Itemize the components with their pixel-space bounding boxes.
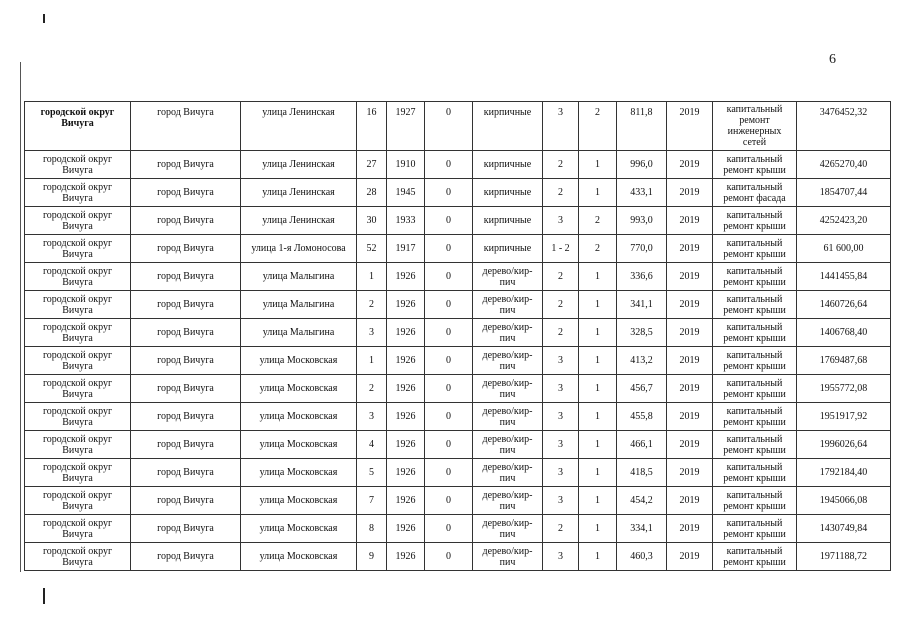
commissioning-cell: 0 (425, 543, 473, 571)
cost-cell: 1996026,64 (797, 431, 891, 459)
cost-cell: 1971188,72 (797, 543, 891, 571)
district-cell: городской округ Вичуга (25, 543, 131, 571)
wall-material-cell: кирпичные (473, 102, 543, 151)
area-cell: 456,7 (617, 375, 667, 403)
repair-year-cell: 2019 (667, 403, 713, 431)
build-year-cell: 1926 (387, 431, 425, 459)
entrances-cell: 1 (579, 543, 617, 571)
table-row (25, 207, 891, 235)
floors-cell: 2 (543, 179, 579, 207)
house-number-cell: 9 (357, 543, 387, 571)
floors-cell: 3 (543, 431, 579, 459)
work-type-cell: капитальный ремонт крыши (713, 403, 797, 431)
repair-year-cell: 2019 (667, 459, 713, 487)
entrances-cell: 1 (579, 263, 617, 291)
entrances-cell: 1 (579, 319, 617, 347)
repair-year-cell: 2019 (667, 543, 713, 571)
repair-year-cell: 2019 (667, 151, 713, 179)
area-cell: 770,0 (617, 235, 667, 263)
street-cell: улица Ленинская (241, 151, 357, 179)
city-cell: город Вичуга (131, 207, 241, 235)
floors-cell: 3 (543, 487, 579, 515)
entrances-cell: 1 (579, 375, 617, 403)
table-row (25, 459, 891, 487)
area-cell: 413,2 (617, 347, 667, 375)
table-row (25, 515, 891, 543)
commissioning-cell: 0 (425, 102, 473, 151)
district-cell: городской округ Вичуга (25, 291, 131, 319)
street-cell: улица Малыгина (241, 291, 357, 319)
district-cell: городской округ Вичуга (25, 102, 131, 151)
cost-cell: 4252423,20 (797, 207, 891, 235)
district-cell: городской округ Вичуга (25, 431, 131, 459)
area-cell: 460,3 (617, 543, 667, 571)
street-cell: улица 1-я Ломоносова (241, 235, 357, 263)
commissioning-cell: 0 (425, 431, 473, 459)
work-type-cell: капитальный ремонт крыши (713, 375, 797, 403)
repair-year-cell: 2019 (667, 179, 713, 207)
entrances-cell: 1 (579, 179, 617, 207)
entrances-cell: 1 (579, 515, 617, 543)
entrances-cell: 1 (579, 487, 617, 515)
work-type-cell: капитальный ремонт крыши (713, 515, 797, 543)
work-type-cell: капитальный ремонт крыши (713, 347, 797, 375)
entrances-cell: 1 (579, 347, 617, 375)
house-number-cell: 27 (357, 151, 387, 179)
house-number-cell: 30 (357, 207, 387, 235)
wall-material-cell: дерево/кир-пич (473, 459, 543, 487)
table-row (25, 543, 891, 571)
table-row (25, 431, 891, 459)
cost-cell: 1460726,64 (797, 291, 891, 319)
district-cell: городской округ Вичуга (25, 263, 131, 291)
district-cell: городской округ Вичуга (25, 319, 131, 347)
entrances-cell: 2 (579, 207, 617, 235)
wall-material-cell: дерево/кир-пич (473, 291, 543, 319)
entrances-cell: 1 (579, 151, 617, 179)
district-cell: городской округ Вичуга (25, 347, 131, 375)
city-cell: город Вичуга (131, 403, 241, 431)
wall-material-cell: кирпичные (473, 151, 543, 179)
area-cell: 996,0 (617, 151, 667, 179)
wall-material-cell: дерево/кир-пич (473, 487, 543, 515)
area-cell: 455,8 (617, 403, 667, 431)
commissioning-cell: 0 (425, 375, 473, 403)
build-year-cell: 1926 (387, 375, 425, 403)
commissioning-cell: 0 (425, 179, 473, 207)
street-cell: улица Ленинская (241, 179, 357, 207)
street-cell: улица Московская (241, 375, 357, 403)
floors-cell: 1 - 2 (543, 235, 579, 263)
repair-year-cell: 2019 (667, 263, 713, 291)
district-cell: городской округ Вичуга (25, 179, 131, 207)
commissioning-cell: 0 (425, 263, 473, 291)
table-row (25, 263, 891, 291)
work-type-cell: капитальный ремонт крыши (713, 263, 797, 291)
repair-year-cell: 2019 (667, 487, 713, 515)
build-year-cell: 1945 (387, 179, 425, 207)
table-row (25, 375, 891, 403)
build-year-cell: 1917 (387, 235, 425, 263)
cost-cell: 3476452,32 (797, 102, 891, 151)
repair-year-cell: 2019 (667, 375, 713, 403)
repair-year-cell: 2019 (667, 291, 713, 319)
house-number-cell: 3 (357, 403, 387, 431)
floors-cell: 2 (543, 291, 579, 319)
build-year-cell: 1926 (387, 403, 425, 431)
wall-material-cell: дерево/кир-пич (473, 403, 543, 431)
commissioning-cell: 0 (425, 207, 473, 235)
work-type-cell: капитальный ремонт инженерных сетей (713, 102, 797, 151)
house-number-cell: 2 (357, 291, 387, 319)
city-cell: город Вичуга (131, 347, 241, 375)
house-number-cell: 2 (357, 375, 387, 403)
entrances-cell: 1 (579, 431, 617, 459)
street-cell: улица Малыгина (241, 263, 357, 291)
entrances-cell: 1 (579, 459, 617, 487)
area-cell: 336,6 (617, 263, 667, 291)
street-cell: улица Ленинская (241, 102, 357, 151)
house-number-cell: 8 (357, 515, 387, 543)
table-row (25, 403, 891, 431)
wall-material-cell: кирпичные (473, 207, 543, 235)
build-year-cell: 1926 (387, 487, 425, 515)
street-cell: улица Московская (241, 543, 357, 571)
work-type-cell: капитальный ремонт крыши (713, 487, 797, 515)
repair-year-cell: 2019 (667, 431, 713, 459)
repair-year-cell: 2019 (667, 207, 713, 235)
work-type-cell: капитальный ремонт крыши (713, 151, 797, 179)
repair-year-cell: 2019 (667, 102, 713, 151)
city-cell: город Вичуга (131, 459, 241, 487)
city-cell: город Вичуга (131, 102, 241, 151)
house-number-cell: 28 (357, 179, 387, 207)
cost-cell: 4265270,40 (797, 151, 891, 179)
build-year-cell: 1910 (387, 151, 425, 179)
city-cell: город Вичуга (131, 543, 241, 571)
commissioning-cell: 0 (425, 459, 473, 487)
scan-mark (43, 14, 45, 23)
work-type-cell: капитальный ремонт крыши (713, 319, 797, 347)
house-number-cell: 52 (357, 235, 387, 263)
street-cell: улица Московская (241, 431, 357, 459)
street-cell: улица Московская (241, 403, 357, 431)
commissioning-cell: 0 (425, 487, 473, 515)
area-cell: 433,1 (617, 179, 667, 207)
table-row (25, 291, 891, 319)
district-cell: городской округ Вичуга (25, 207, 131, 235)
repair-year-cell: 2019 (667, 515, 713, 543)
scan-mark (20, 62, 21, 572)
build-year-cell: 1926 (387, 543, 425, 571)
work-type-cell: капитальный ремонт крыши (713, 431, 797, 459)
commissioning-cell: 0 (425, 403, 473, 431)
district-cell: городской округ Вичуга (25, 487, 131, 515)
table-row (25, 235, 891, 263)
floors-cell: 3 (543, 347, 579, 375)
house-number-cell: 3 (357, 319, 387, 347)
district-cell: городской округ Вичуга (25, 375, 131, 403)
table-row (25, 347, 891, 375)
street-cell: улица Московская (241, 459, 357, 487)
table-row (25, 487, 891, 515)
area-cell: 454,2 (617, 487, 667, 515)
area-cell: 993,0 (617, 207, 667, 235)
wall-material-cell: дерево/кир-пич (473, 375, 543, 403)
work-type-cell: капитальный ремонт крыши (713, 459, 797, 487)
area-cell: 334,1 (617, 515, 667, 543)
build-year-cell: 1926 (387, 319, 425, 347)
wall-material-cell: дерево/кир-пич (473, 431, 543, 459)
city-cell: город Вичуга (131, 515, 241, 543)
street-cell: улица Московская (241, 347, 357, 375)
city-cell: город Вичуга (131, 263, 241, 291)
entrances-cell: 2 (579, 235, 617, 263)
floors-cell: 3 (543, 207, 579, 235)
wall-material-cell: дерево/кир-пич (473, 515, 543, 543)
repair-year-cell: 2019 (667, 235, 713, 263)
cost-cell: 1945066,08 (797, 487, 891, 515)
floors-cell: 3 (543, 403, 579, 431)
build-year-cell: 1926 (387, 347, 425, 375)
work-type-cell: капитальный ремонт крыши (713, 207, 797, 235)
area-cell: 341,1 (617, 291, 667, 319)
area-cell: 466,1 (617, 431, 667, 459)
cost-cell: 1951917,92 (797, 403, 891, 431)
floors-cell: 2 (543, 515, 579, 543)
commissioning-cell: 0 (425, 347, 473, 375)
house-number-cell: 16 (357, 102, 387, 151)
floors-cell: 3 (543, 375, 579, 403)
wall-material-cell: дерево/кир-пич (473, 543, 543, 571)
build-year-cell: 1933 (387, 207, 425, 235)
area-cell: 328,5 (617, 319, 667, 347)
area-cell: 811,8 (617, 102, 667, 151)
build-year-cell: 1926 (387, 515, 425, 543)
work-type-cell: капитальный ремонт крыши (713, 291, 797, 319)
build-year-cell: 1926 (387, 291, 425, 319)
commissioning-cell: 0 (425, 319, 473, 347)
district-cell: городской округ Вичуга (25, 403, 131, 431)
entrances-cell: 2 (579, 102, 617, 151)
work-type-cell: капитальный ремонт фасада (713, 179, 797, 207)
table-row (25, 319, 891, 347)
city-cell: город Вичуга (131, 151, 241, 179)
cost-cell: 1769487,68 (797, 347, 891, 375)
repair-year-cell: 2019 (667, 347, 713, 375)
house-number-cell: 4 (357, 431, 387, 459)
floors-cell: 2 (543, 263, 579, 291)
floors-cell: 2 (543, 319, 579, 347)
street-cell: улица Московская (241, 487, 357, 515)
scan-mark (43, 588, 45, 604)
entrances-cell: 1 (579, 291, 617, 319)
commissioning-cell: 0 (425, 515, 473, 543)
floors-cell: 3 (543, 102, 579, 151)
cost-cell: 1955772,08 (797, 375, 891, 403)
street-cell: улица Ленинская (241, 207, 357, 235)
city-cell: город Вичуга (131, 487, 241, 515)
build-year-cell: 1927 (387, 102, 425, 151)
wall-material-cell: кирпичные (473, 179, 543, 207)
table-row (25, 102, 891, 151)
area-cell: 418,5 (617, 459, 667, 487)
floors-cell: 3 (543, 543, 579, 571)
work-type-cell: капитальный ремонт крыши (713, 543, 797, 571)
wall-material-cell: дерево/кир-пич (473, 319, 543, 347)
work-type-cell: капитальный ремонт крыши (713, 235, 797, 263)
city-cell: город Вичуга (131, 235, 241, 263)
cost-cell: 61 600,00 (797, 235, 891, 263)
cost-cell: 1854707,44 (797, 179, 891, 207)
district-cell: городской округ Вичуга (25, 235, 131, 263)
commissioning-cell: 0 (425, 291, 473, 319)
table-row (25, 151, 891, 179)
house-number-cell: 7 (357, 487, 387, 515)
city-cell: город Вичуга (131, 291, 241, 319)
house-number-cell: 1 (357, 263, 387, 291)
city-cell: город Вичуга (131, 319, 241, 347)
wall-material-cell: кирпичные (473, 235, 543, 263)
wall-material-cell: дерево/кир-пич (473, 347, 543, 375)
commissioning-cell: 0 (425, 151, 473, 179)
commissioning-cell: 0 (425, 235, 473, 263)
house-number-cell: 5 (357, 459, 387, 487)
floors-cell: 2 (543, 151, 579, 179)
cost-cell: 1406768,40 (797, 319, 891, 347)
table-row (25, 179, 891, 207)
housing-repair-table (24, 101, 891, 571)
street-cell: улица Московская (241, 515, 357, 543)
street-cell: улица Малыгина (241, 319, 357, 347)
district-cell: городской округ Вичуга (25, 459, 131, 487)
build-year-cell: 1926 (387, 263, 425, 291)
build-year-cell: 1926 (387, 459, 425, 487)
wall-material-cell: дерево/кир-пич (473, 263, 543, 291)
city-cell: город Вичуга (131, 375, 241, 403)
page-number: 6 (829, 52, 836, 67)
cost-cell: 1430749,84 (797, 515, 891, 543)
district-cell: городской округ Вичуга (25, 515, 131, 543)
city-cell: город Вичуга (131, 431, 241, 459)
floors-cell: 3 (543, 459, 579, 487)
city-cell: город Вичуга (131, 179, 241, 207)
house-number-cell: 1 (357, 347, 387, 375)
district-cell: городской округ Вичуга (25, 151, 131, 179)
repair-year-cell: 2019 (667, 319, 713, 347)
entrances-cell: 1 (579, 403, 617, 431)
cost-cell: 1441455,84 (797, 263, 891, 291)
cost-cell: 1792184,40 (797, 459, 891, 487)
